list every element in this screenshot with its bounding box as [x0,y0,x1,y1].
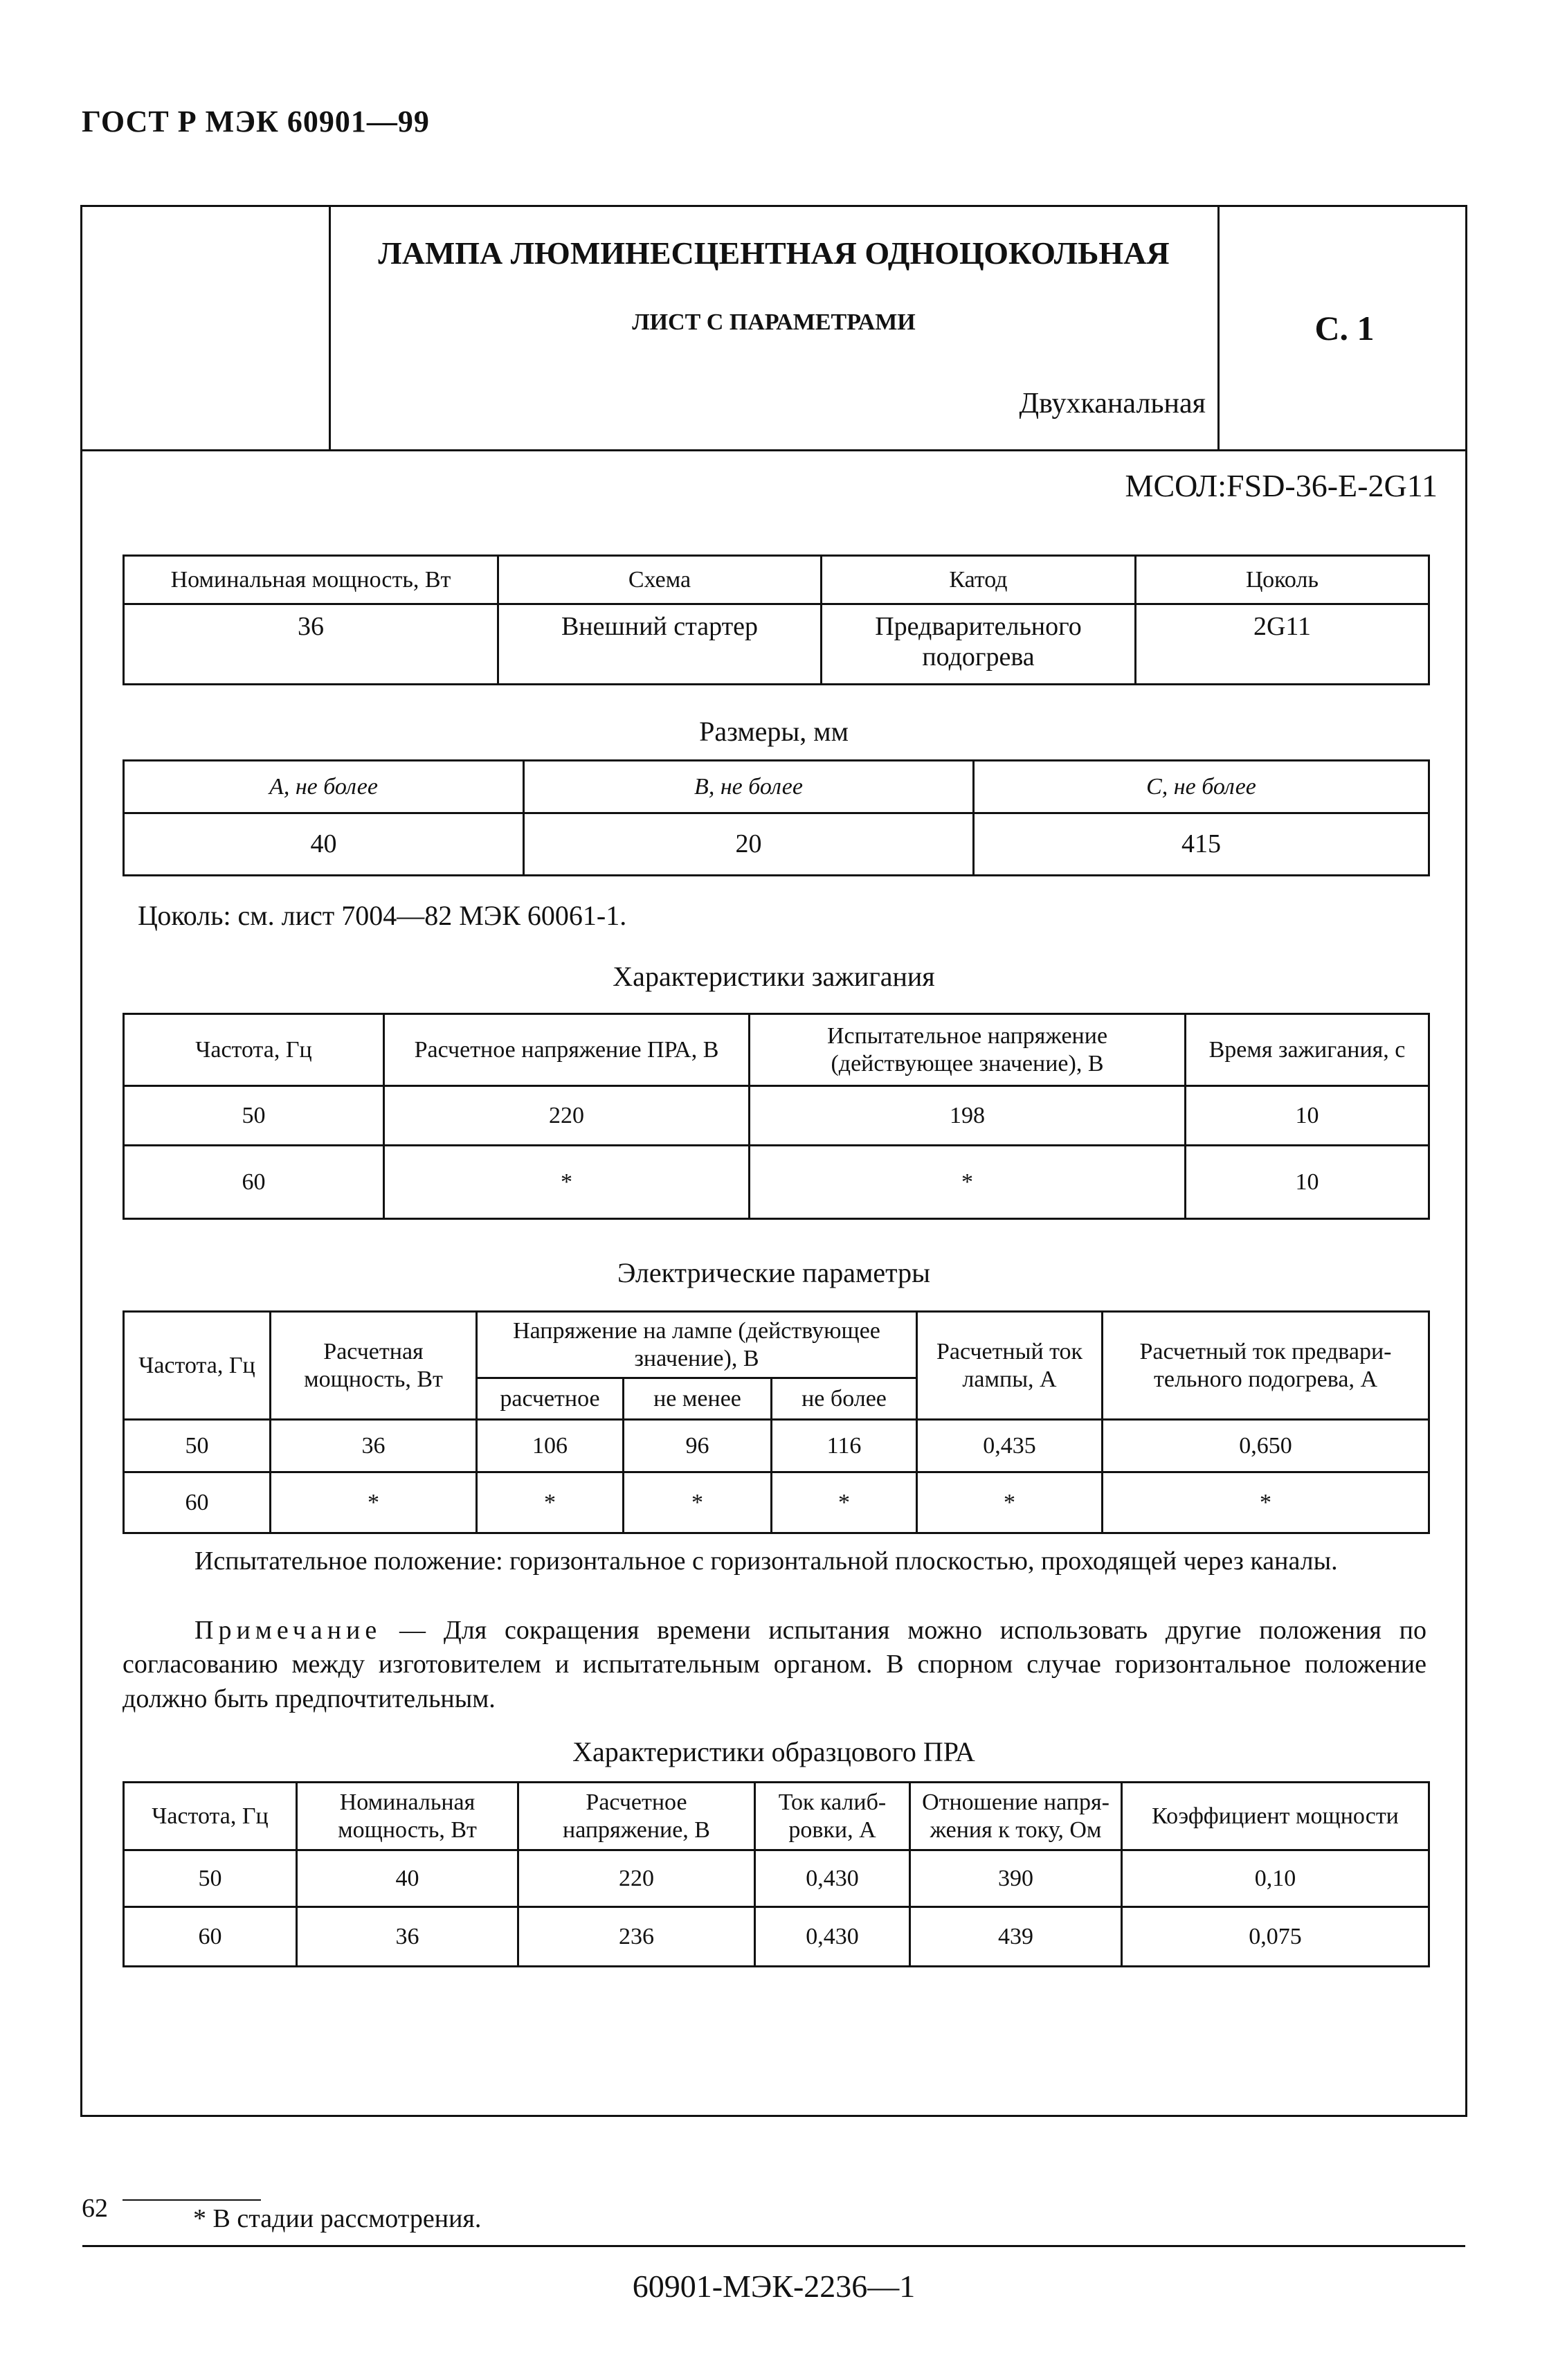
table-cell: 10 [1186,1086,1429,1146]
ignition-caption: Характеристики зажигания [613,961,935,992]
table-header: B, не более [524,761,974,813]
lamp-code: МСОЛ:FSD-36-E-2G11 [1125,468,1438,503]
table-header: не более [772,1378,917,1420]
table-cell: 390 [910,1850,1122,1907]
table-cell: 40 [297,1850,518,1907]
table-cell: 60 [124,1146,384,1219]
sheet-subtitle: ЛИСТ С ПАРАМЕТРАМИ [632,309,916,335]
table-cell: * [750,1146,1186,1219]
ignition-table [123,1013,1430,1220]
table-header: Расчетная мощность, Вт [271,1312,477,1420]
table-cell: 0,435 [917,1420,1103,1472]
table-header: расчетное [477,1378,624,1420]
table-cell: 198 [750,1086,1186,1146]
table-cell: 0,075 [1122,1907,1429,1967]
table-cell: 50 [124,1086,384,1146]
table-cell: * [271,1472,477,1533]
note-paragraph [123,1614,1426,1716]
table-cell: 36 [297,1907,518,1967]
table-header: Испытательное напряжение (действующее значение), В [750,1014,1186,1086]
table-header: Отношение напря-жения к току, Ом [910,1783,1122,1850]
sheet-id: 60901-МЭК-2236—1 [632,2268,916,2304]
footnote: * В стадии рассмотрения. [193,2204,482,2233]
table-header: Цоколь [1136,556,1429,604]
table-cell: 0,430 [755,1850,910,1907]
ballast-caption: Характеристики образцового ПРА [572,1736,975,1767]
table-cell: 0,10 [1122,1850,1429,1907]
table-cell: 106 [477,1420,624,1472]
table-cell: * [1103,1472,1429,1533]
table-header: Ток калиб-ровки, А [755,1783,910,1850]
table-header: Расчетный ток предвари-тельного подогрева, А [1103,1312,1429,1420]
table-cell: 439 [910,1907,1122,1967]
dimensions-table [123,759,1430,876]
table-cell: * [917,1472,1103,1533]
table-header: Частота, Гц [124,1312,271,1420]
footnote-separator [123,2199,261,2201]
sheet-page-cell [1217,207,1469,449]
table-header: Время зажигания, с [1186,1014,1429,1086]
table-header: Напряжение на лампе (действующее значение), В [477,1312,917,1378]
table-cell: 236 [518,1907,755,1967]
table-cell: 96 [624,1420,772,1472]
table-header: Номинальная мощность, Вт [297,1783,518,1850]
page-number: 62 [82,2194,108,2223]
table-cell: 10 [1186,1146,1429,1219]
ballast-table [123,1781,1430,1967]
table-header: Номинальная мощность, Вт [124,556,498,604]
note-text: — Для сокращения времени испытания можно использовать другие положения по согласованию между изготовителем и испытательным органом. В спорном случае горизонтальное положение должно быть предпочтительным. [123,1616,1426,1713]
table-header: Частота, Гц [124,1014,384,1086]
table-header: Катод [822,556,1136,604]
main-parameters-table [123,555,1430,685]
table-header: A, не более [124,761,524,813]
table-cell: 415 [974,813,1429,876]
electrical-caption: Электрические параметры [617,1257,930,1288]
table-cell: Предварительного подогрева [822,604,1136,685]
table-cell: * [477,1472,624,1533]
table-header: Расчетное напряжение ПРА, В [384,1014,750,1086]
table-cell: 40 [124,813,524,876]
lamp-variant: Двухканальная [1019,388,1206,420]
table-cell: * [772,1472,917,1533]
table-cell: 0,430 [755,1907,910,1967]
table-header: Схема [498,556,822,604]
table-cell: * [384,1146,750,1219]
table-cell: * [624,1472,772,1533]
sheet-header [82,207,1465,451]
table-cell: 2G11 [1136,604,1429,685]
table-cell: 36 [124,604,498,685]
table-cell: 36 [271,1420,477,1472]
table-cell: Внешний стартер [498,604,822,685]
table-header: Коэффициент мощности [1122,1783,1429,1850]
table-cell: 50 [124,1420,271,1472]
table-cell: 116 [772,1420,917,1472]
cap-reference: Цоколь: см. лист 7004—82 МЭК 60061-1. [138,900,627,931]
note-label: Примечание [194,1616,382,1645]
standard-designation: ГОСТ Р МЭК 60901—99 [82,105,430,138]
table-header: Частота, Гц [124,1783,297,1850]
table-cell: 0,650 [1103,1420,1429,1472]
header-blank-cell [82,207,331,449]
dimensions-caption: Размеры, мм [699,716,849,747]
table-cell: 60 [124,1907,297,1967]
table-cell: 20 [524,813,974,876]
sheet-footer [82,2245,1465,2325]
table-header: Расчетный ток лампы, А [917,1312,1103,1420]
table-cell: 220 [384,1086,750,1146]
table-cell: 60 [124,1472,271,1533]
data-sheet-frame [80,205,1467,2304]
test-position-text: Испытательное положение: горизонтальное с горизонтальной плоскостью, проходящей через каналы. [194,1547,1338,1576]
table-header: не менее [624,1378,772,1420]
table-header: C, не более [974,761,1429,813]
table-cell: 50 [124,1850,297,1907]
sheet-page: С. 1 [1314,309,1375,348]
electrical-table [123,1310,1430,1534]
table-cell: 220 [518,1850,755,1907]
sheet-title: ЛАМПА ЛЮМИНЕСЦЕНТНАЯ ОДНОЦОКОЛЬНАЯ [378,235,1170,271]
table-header: Расчетное напряжение, В [518,1783,755,1850]
